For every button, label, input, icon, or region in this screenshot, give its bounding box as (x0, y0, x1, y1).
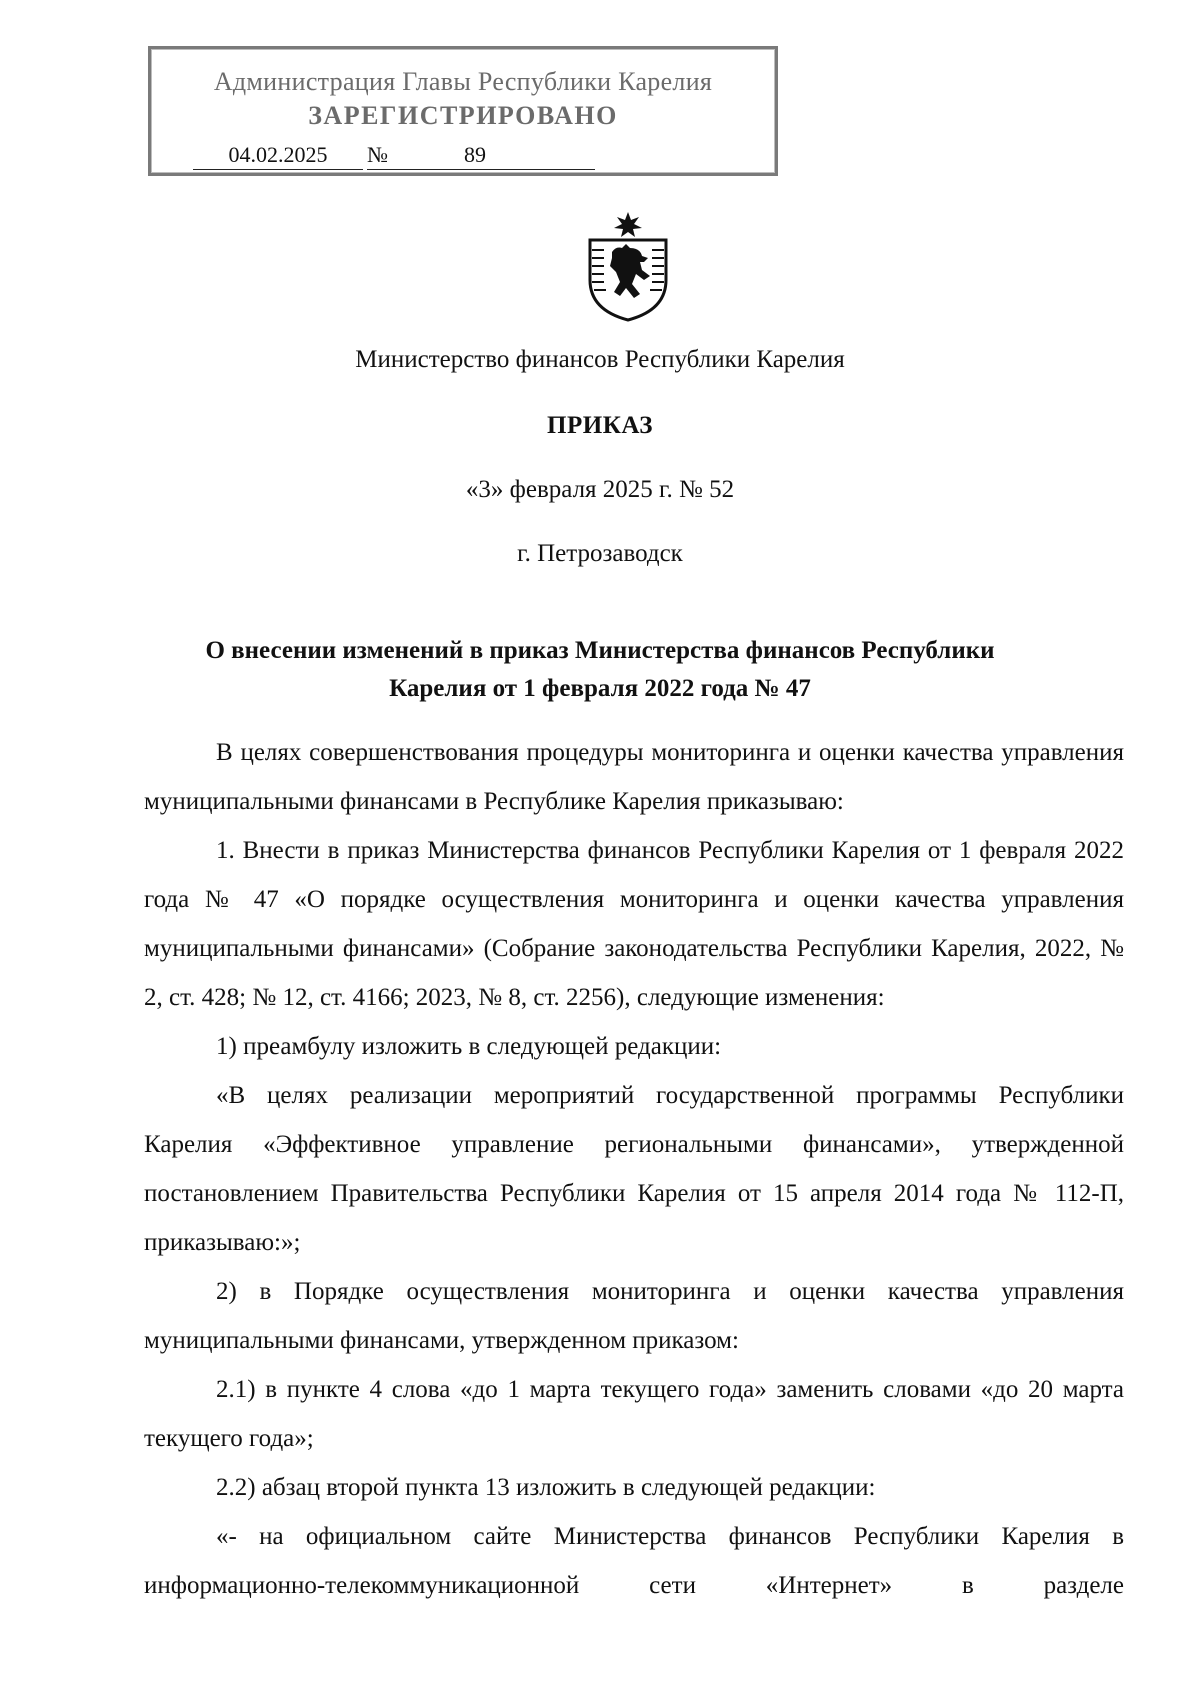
document-title-line: О внесении изменений в приказ Министерства финансов Республики (205, 637, 995, 664)
stamp-status: ЗАРЕГИСТРИРОВАНО (308, 101, 618, 130)
document-title-line: Карелия от 1 февраля 2022 года № 47 (389, 675, 811, 702)
ministry-name: Министерство финансов Республики Карелия (355, 346, 845, 373)
body-paragraph: 2.2) абзац второй пункта 13 изложить в следующей редакции: (216, 1474, 876, 1501)
stamp-date: 04.02.2025 (193, 141, 363, 170)
document-city: г. Петрозаводск (517, 540, 683, 567)
body-paragraph: 2) в Порядке осуществления мониторинга и оценки качества управления муниципальными финансами, утвержденном приказом: (144, 1278, 1124, 1354)
body-paragraph: «- на официальном сайте Министерства финансов Республики Карелия в информационно-телекоммуникационной сети «Интернет» в разделе (144, 1523, 1124, 1599)
body-paragraph: 1. Внести в приказ Министерства финансов Республики Карелия от 1 февраля 2022 года № 47 «О порядке осуществления мониторинга и оценки качества управления муниципальными финансами» (Собрание законодательства Республики Карелия, 2022, № 2, ст. 428; № 12, ст. 4166; 2023, № 8, ст. 2256), следующие изменения: (144, 837, 1124, 1011)
karelia-coat-of-arms-icon (582, 210, 674, 322)
body-paragraph: В целях совершенствования процедуры мониторинга и оценки качества управления муниципальными финансами в Республике Карелия приказываю: (144, 739, 1124, 815)
stamp-number-label: № (367, 141, 395, 170)
body-paragraph: 1) преамбулу изложить в следующей редакции: (216, 1033, 722, 1060)
registration-stamp (148, 46, 778, 176)
document-body (144, 728, 1124, 1610)
document-date-number: «3» февраля 2025 г. № 52 (465, 476, 735, 503)
body-paragraph: 2.1) в пункте 4 слова «до 1 марта текущего года» заменить словами «до 20 марта текущего года»; (144, 1376, 1124, 1452)
stamp-number: 89 (395, 141, 595, 170)
document-type: ПРИКАЗ (547, 412, 653, 439)
document-title (0, 632, 1200, 708)
body-paragraph: «В целях реализации мероприятий государственной программы Республики Карелия «Эффективное управление региональными финансами», утвержденной постановлением Правительства Республики Карелия от 15 апреля 2014 года № 112-П, приказываю:»; (144, 1082, 1124, 1256)
stamp-organization: Администрация Главы Республики Карелия (213, 67, 713, 96)
